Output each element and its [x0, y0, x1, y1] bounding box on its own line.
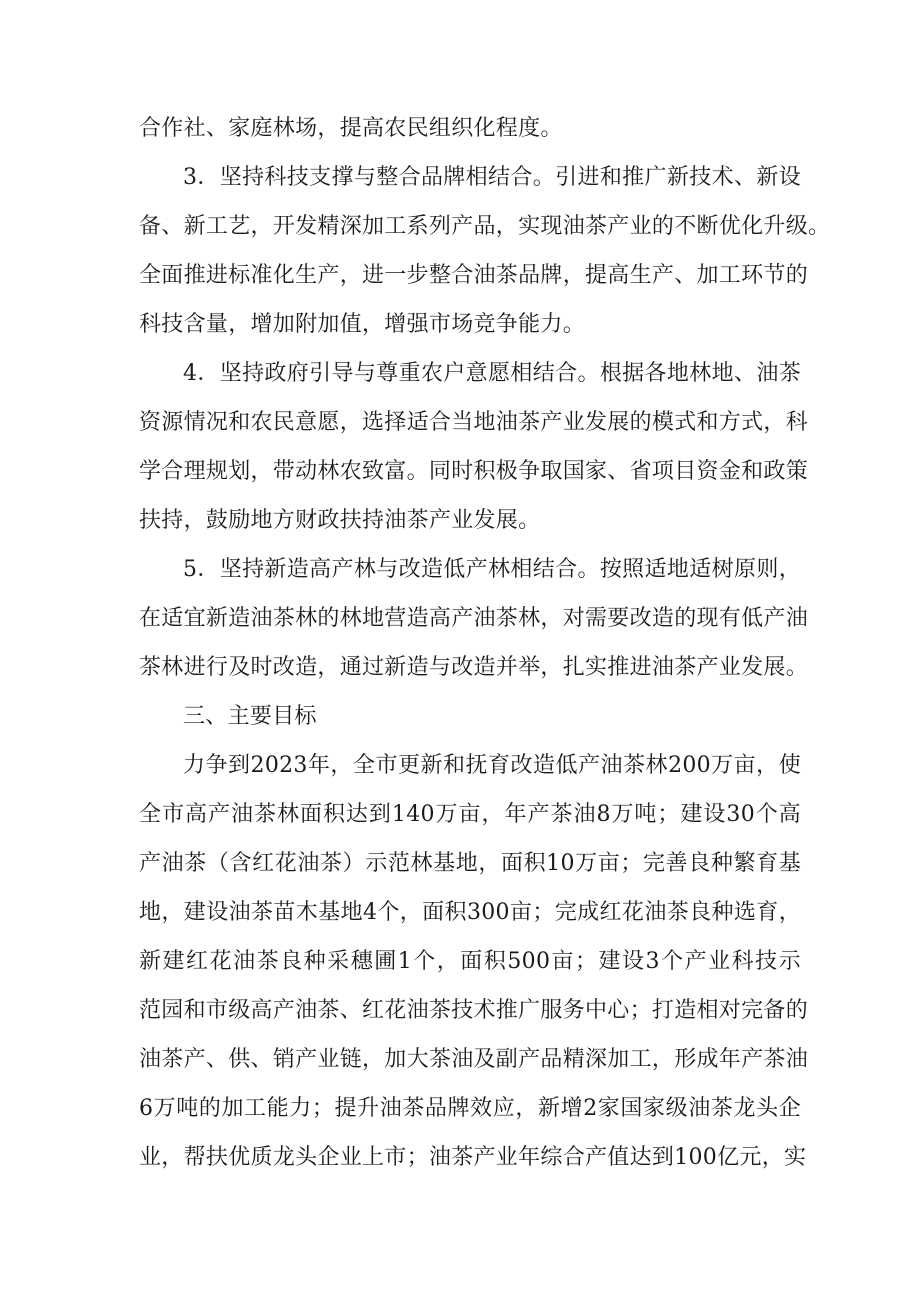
- paragraph-line: 4．坚持政府引导与尊重农户意愿相结合。根据各地林地、油茶: [183, 361, 801, 386]
- paragraph-line: 产油茶（含红花油茶）示范林基地，面积10万亩；完善良种繁育基: [139, 851, 801, 876]
- paragraph-line: 合作社、家庭林场，提高农民组织化程度。: [139, 116, 563, 141]
- paragraph-line: 业，帮扶优质龙头企业上市；油茶产业年综合产值达到100亿元，实: [139, 1145, 807, 1170]
- paragraph-line: 备、新工艺，开发精深加工系列产品，实现油茶产业的不断优化升级。: [139, 214, 831, 239]
- paragraph-line: 5．坚持新造高产林与改造低产林相结合。按照适地适树原则，: [183, 557, 801, 582]
- paragraph-line: 学合理规划，带动林农致富。同时积极争取国家、省项目资金和政策: [139, 459, 809, 484]
- paragraph-line: 油茶产、供、销产业链，加大茶油及副产品精深加工，形成年产茶油: [139, 1047, 809, 1072]
- paragraph-line: 资源情况和农民意愿，选择适合当地油茶产业发展的模式和方式，科: [139, 410, 809, 435]
- paragraph-line: 3．坚持科技支撑与整合品牌相结合。引进和推广新技术、新设: [183, 165, 801, 190]
- paragraph-line: 全市高产油茶林面积达到140万亩，年产茶油8万吨；建设30个高: [139, 802, 801, 827]
- paragraph-line: 全面推进标准化生产，进一步整合油茶品牌，提高生产、加工环节的: [139, 263, 809, 288]
- paragraph-line: 力争到2023年，全市更新和抚育改造低产油茶林200万亩，使: [183, 753, 801, 778]
- paragraph-line: 新建红花油茶良种采穗圃1个，面积500亩；建设3个产业科技示: [139, 949, 801, 974]
- paragraph-line: 6万吨的加工能力；提升油茶品牌效应，新增2家国家级油茶龙头企: [139, 1096, 801, 1121]
- document-body: [139, 104, 831, 1182]
- paragraph-line: 扶持，鼓励地方财政扶持油茶产业发展。: [139, 508, 541, 533]
- paragraph-line: 茶林进行及时改造，通过新造与改造并举，扎实推进油茶产业发展。: [139, 655, 809, 680]
- paragraph-line: 地，建设油茶苗木基地4个，面积300亩；完成红花油茶良种选育，: [139, 900, 801, 925]
- paragraph-line: 范园和市级高产油茶、红花油茶技术推广服务中心；打造相对完备的: [139, 998, 809, 1023]
- paragraph-line: 在适宜新造油茶林的林地营造高产油茶林，对需要改造的现有低产油: [139, 606, 809, 631]
- paragraph-line: 科技含量，增加附加值，增强市场竞争能力。: [139, 312, 586, 337]
- section-heading: 三、主要目标: [183, 704, 317, 729]
